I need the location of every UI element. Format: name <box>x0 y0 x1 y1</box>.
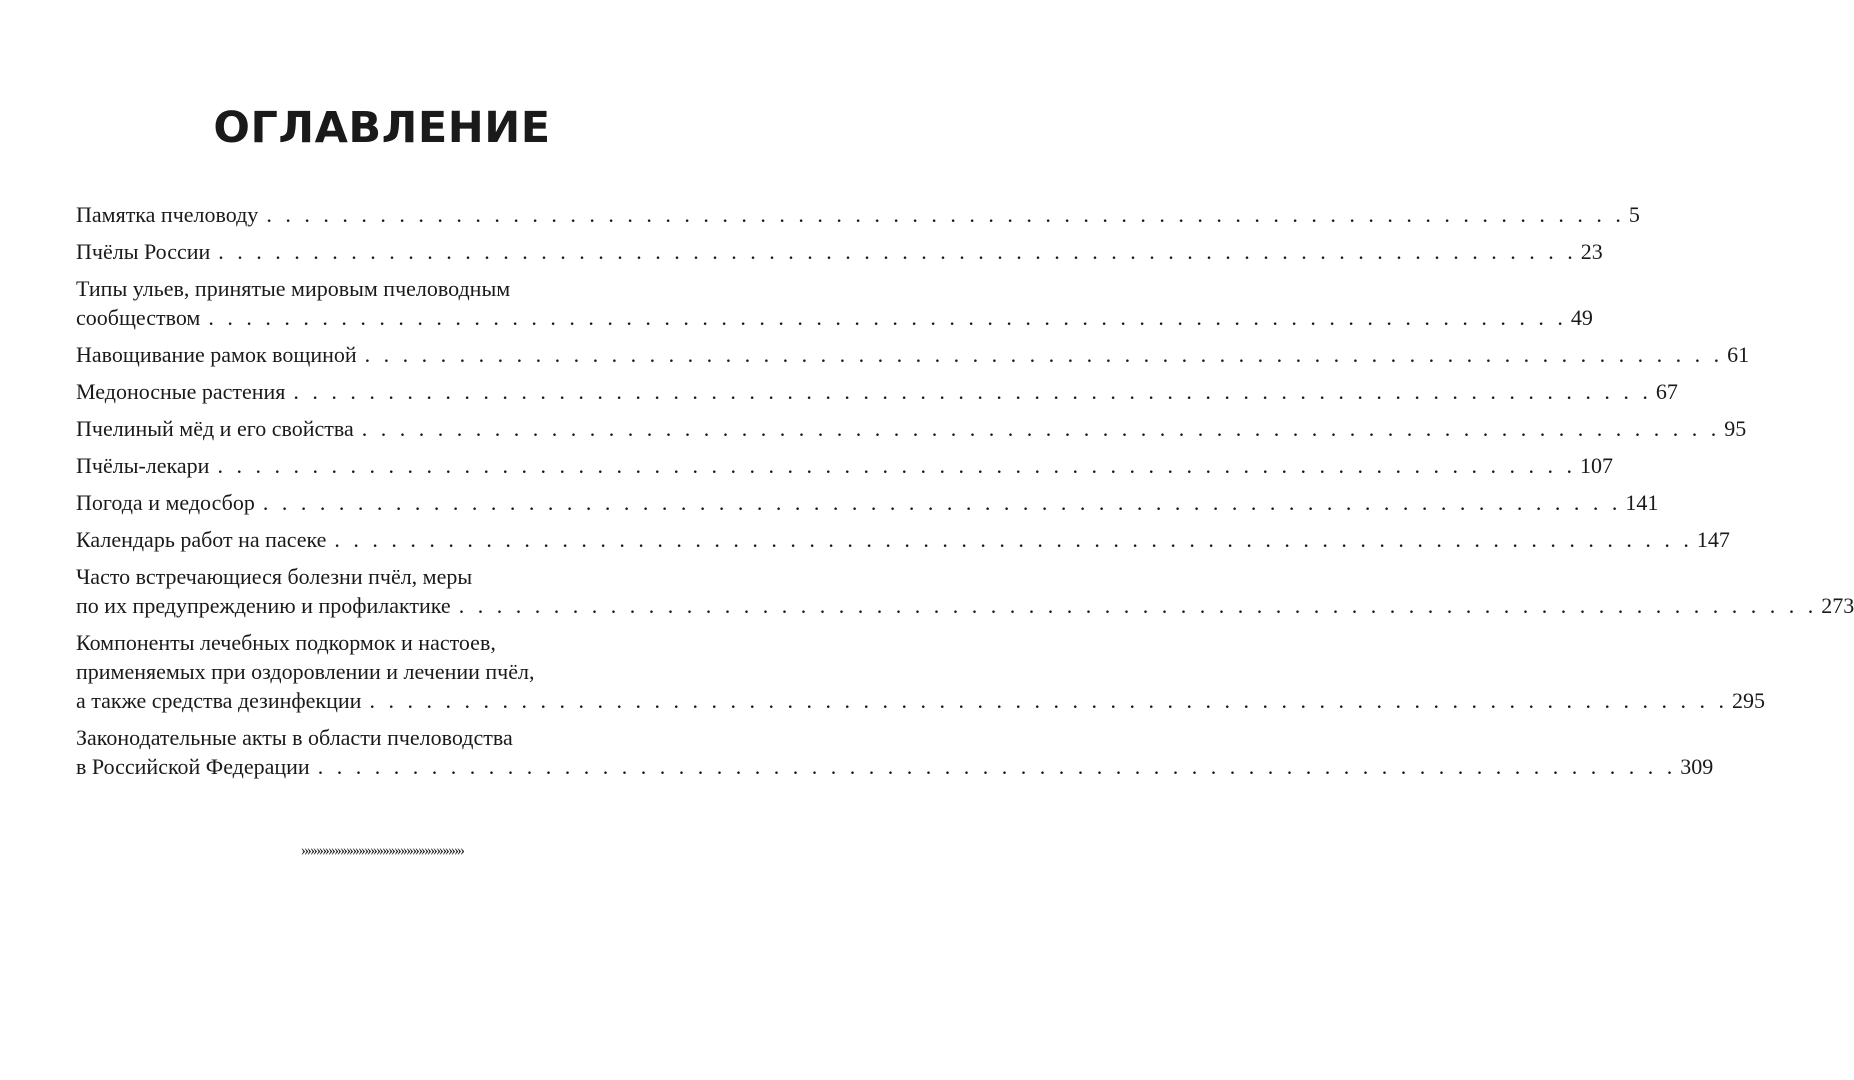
toc-page-number: 107 <box>1579 453 1613 478</box>
toc-entry-title-line: Календарь работ на пасеке <box>76 527 327 552</box>
toc-page-number: 273 <box>1821 593 1854 618</box>
toc-entry[interactable] <box>76 377 1678 406</box>
table-of-contents <box>76 200 1854 789</box>
toc-entry[interactable] <box>76 340 1750 369</box>
toc-page-number: 295 <box>1731 688 1765 713</box>
toc-entry-title-line: сообществом <box>76 305 201 330</box>
toc-page-number: 67 <box>1655 379 1678 404</box>
toc-dot-leader: . . . . . . . . . . . . . . . . . . . . . . . . . . . . . . . . . . . . . . . . . . . . . . . . . . . . . . . . . . . . . . . . . . . . . . . . <box>208 305 1567 330</box>
toc-page-number: 5 <box>1628 202 1640 227</box>
toc-page-number: 141 <box>1625 490 1659 515</box>
toc-page-number: 49 <box>1570 305 1593 330</box>
toc-entry[interactable] <box>76 628 1765 715</box>
toc-entry[interactable] <box>76 723 1714 781</box>
page-title: ОГЛАВЛЕНИЕ <box>213 103 551 153</box>
toc-dot-leader: . . . . . . . . . . . . . . . . . . . . . . . . . . . . . . . . . . . . . . . . . . . . . . . . . . . . . . . . . . . . . . . . . . . . . . . . <box>361 416 1721 441</box>
toc-entry-title-line: а также средства дезинфекции <box>76 688 362 713</box>
toc-entry-title-line: в Российской Федерации <box>76 754 310 779</box>
toc-entry-title-line: Пчёлы России <box>76 239 211 264</box>
toc-dot-leader: . . . . . . . . . . . . . . . . . . . . . . . . . . . . . . . . . . . . . . . . . . . . . . . . . . . . . . . . . . . . . . . . . . . . . . . . <box>262 490 1622 515</box>
toc-dot-leader: . . . . . . . . . . . . . . . . . . . . . . . . . . . . . . . . . . . . . . . . . . . . . . . . . . . . . . . . . . . . . . . . . . . . . . . . <box>217 453 1576 478</box>
toc-dot-leader: . . . . . . . . . . . . . . . . . . . . . . . . . . . . . . . . . . . . . . . . . . . . . . . . . . . . . . . . . . . . . . . . . . . . . . . . <box>317 754 1677 779</box>
toc-entry[interactable] <box>76 200 1640 229</box>
toc-dot-leader: . . . . . . . . . . . . . . . . . . . . . . . . . . . . . . . . . . . . . . . . . . . . . . . . . . . . . . . . . . . . . . . . . . . . . . . . <box>334 527 1693 552</box>
toc-entry-title-line: Навощивание рамок вощиной <box>76 342 357 367</box>
toc-entry[interactable] <box>76 274 1593 332</box>
toc-page-number: 147 <box>1696 527 1730 552</box>
toc-dot-leader: . . . . . . . . . . . . . . . . . . . . . . . . . . . . . . . . . . . . . . . . . . . . . . . . . . . . . . . . . . . . . . . . . . . . . . . . <box>364 342 1724 367</box>
toc-page-number: 309 <box>1680 754 1714 779</box>
ornament-divider: »»»»»»»»»»»»»»»»»»»»»»»»»»» <box>301 842 463 859</box>
toc-entry-title-line: применяемых при оздоровлении и лечении пчёл, <box>76 659 535 684</box>
toc-page-number: 61 <box>1727 342 1750 367</box>
toc-entry[interactable] <box>76 237 1603 266</box>
toc-entry[interactable] <box>76 414 1747 443</box>
toc-entry-title-line: Часто встречающиеся болезни пчёл, меры <box>76 564 473 589</box>
toc-entry-title-line: Пчелиный мёд и его свойства <box>76 416 354 441</box>
toc-entry[interactable] <box>76 451 1613 480</box>
toc-entry[interactable] <box>76 562 1854 620</box>
toc-page-number: 95 <box>1724 416 1747 441</box>
toc-dot-leader: . . . . . . . . . . . . . . . . . . . . . . . . . . . . . . . . . . . . . . . . . . . . . . . . . . . . . . . . . . . . . . . . . . . . . . . . <box>218 239 1577 264</box>
toc-entry-title-line: Памятка пчеловоду <box>76 202 259 227</box>
toc-dot-leader: . . . . . . . . . . . . . . . . . . . . . . . . . . . . . . . . . . . . . . . . . . . . . . . . . . . . . . . . . . . . . . . . . . . . . . . . <box>369 688 1728 713</box>
toc-entry[interactable] <box>76 525 1730 554</box>
toc-page-number: 23 <box>1580 239 1603 264</box>
toc-dot-leader: . . . . . . . . . . . . . . . . . . . . . . . . . . . . . . . . . . . . . . . . . . . . . . . . . . . . . . . . . . . . . . . . . . . . . . . . <box>458 593 1818 618</box>
toc-entry-title-line: Погода и медосбор <box>76 490 255 515</box>
toc-entry[interactable] <box>76 488 1659 517</box>
toc-entry-title-line: Пчёлы-лекари <box>76 453 210 478</box>
toc-entry-title-line: Медоносные растения <box>76 379 286 404</box>
toc-entry-title-line: Законодательные акты в области пчеловодства <box>76 725 513 750</box>
toc-dot-leader: . . . . . . . . . . . . . . . . . . . . . . . . . . . . . . . . . . . . . . . . . . . . . . . . . . . . . . . . . . . . . . . . . . . . . . . . <box>293 379 1652 404</box>
toc-dot-leader: . . . . . . . . . . . . . . . . . . . . . . . . . . . . . . . . . . . . . . . . . . . . . . . . . . . . . . . . . . . . . . . . . . . . . . . . <box>266 202 1625 227</box>
toc-entry-title-line: Компоненты лечебных подкормок и настоев, <box>76 630 496 655</box>
toc-entry-title-line: Типы ульев, принятые мировым пчеловодным <box>76 276 511 301</box>
toc-entry-title-line: по их предупреждению и профилактике <box>76 593 451 618</box>
